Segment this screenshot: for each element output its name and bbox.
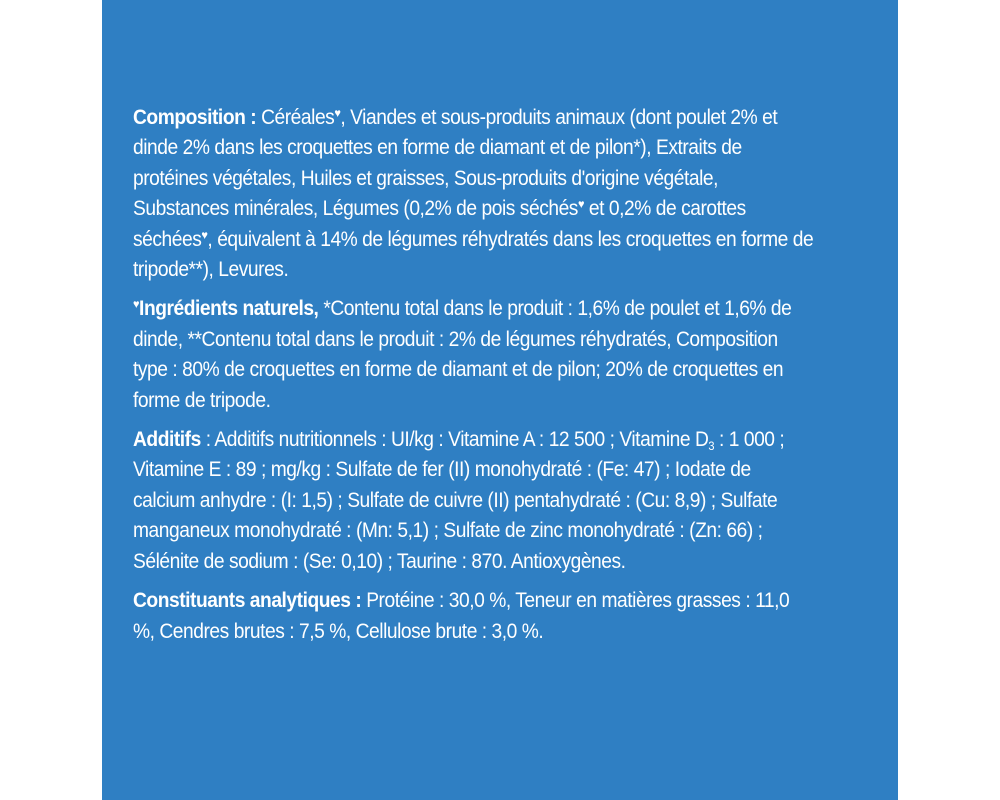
natural-ingredients-label: Ingrédients naturels, bbox=[139, 297, 319, 321]
composition-text-2: , Viandes et sous-produits animaux (dont poulet 2% et dinde 2% dans les croquettes en forme de diamant et de pilon*), Extraits de protéines végétales, Huiles et graisses, Sous-produits d'origine végétale, Substances minérales, Légumes (0,2% de pois séchés bbox=[133, 106, 778, 221]
heart-icon: ♥ bbox=[201, 227, 208, 242]
composition-text-1: Céréales bbox=[256, 106, 335, 129]
heart-icon: ♥ bbox=[577, 197, 585, 212]
vitamin-d-subscript: 3 bbox=[708, 439, 715, 454]
additives-text-2: : 1 000 ; Vitamine E : 89 ; mg/kg : Sulfate de fer (II) monohydraté : (Fe: 47) ; Iodate de calcium anhydre : (I: 1,5) ; Sulfate de cuivre (II) pentahydraté : (Cu: 8,9) ; Sulfate manganeux monohydraté : (Mn: 5,1) ; Sulfate de zinc monohydraté : (Zn: 66) ; Sélénite de sodium : (Se: 0,10) ; Taurine : 870. Antioxygènes. bbox=[133, 428, 785, 573]
analytical-paragraph bbox=[133, 586, 815, 647]
ingredients-text-block bbox=[133, 103, 815, 656]
heart-icon: ♥ bbox=[334, 106, 341, 120]
analytical-text: Protéine : 30,0 %, Teneur en matières grasses : 11,0 %, Cendres brutes : 7,5 %, Cellulose brute : 3,0 %. bbox=[133, 589, 790, 643]
composition-text-4: , équivalent à 14% de légumes réhydratés dans les croquettes en forme de tripode**), Levures. bbox=[133, 227, 814, 282]
additives-label: Additifs bbox=[133, 428, 201, 452]
additives-paragraph bbox=[133, 425, 815, 577]
natural-ingredients-text: *Contenu total dans le produit : 1,6% de poulet et 1,6% de dinde, **Contenu total dans le produit : 2% de légumes réhydratés, Composition type : 80% de croquettes en forme de diamant et de pilon; 20% de croquettes en forme de tripode. bbox=[133, 297, 792, 412]
composition-paragraph bbox=[133, 103, 815, 285]
heart-icon: ♥ bbox=[133, 297, 140, 312]
composition-text-3: et 0,2% de carottes séchées bbox=[133, 197, 746, 251]
analytical-label: Constituants analytiques : bbox=[133, 589, 362, 613]
additives-text-1: : Additifs nutritionnels : UI/kg : Vitamine A : 12 500 ; Vitamine D bbox=[200, 428, 709, 452]
composition-label: Composition : bbox=[133, 106, 257, 129]
natural-ingredients-paragraph bbox=[133, 294, 815, 416]
